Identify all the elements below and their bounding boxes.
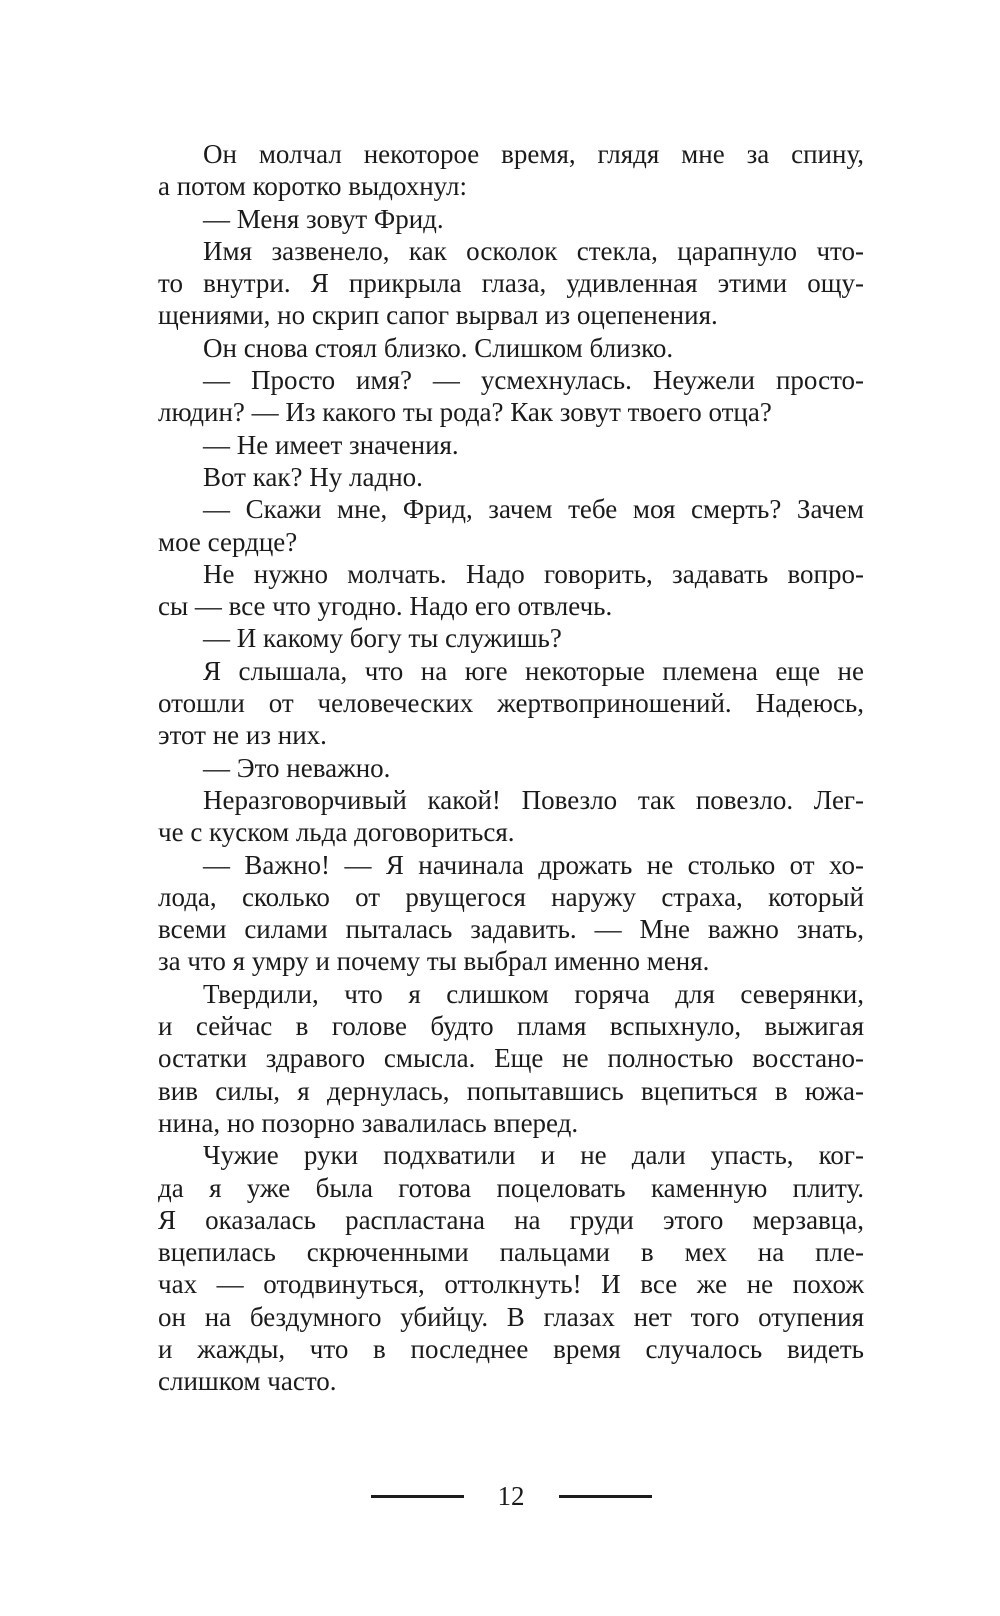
text-line: слишком часто.	[158, 1366, 337, 1397]
text-line: да я уже была готова поцеловать каменную плиту.	[158, 1172, 864, 1203]
text-line: Он снова стоял близко. Слишком близко.	[203, 332, 674, 363]
text-line: — Не имеет значения.	[203, 429, 459, 460]
text-line: че с куском льда договориться.	[158, 817, 515, 848]
text-line: — Важно! — Я начинала дрожать не столько от хо-	[203, 849, 864, 880]
text-line: Не нужно молчать. Надо говорить, задавать вопро-	[203, 558, 864, 589]
text-line: Вот как? Ну ладно.	[203, 461, 423, 492]
text-line: и жажды, что в последнее время случалось видеть	[158, 1333, 864, 1364]
text-line: щениями, но скрип сапог вырвал из оцепенения.	[158, 300, 718, 331]
text-line: нина, но позорно завалилась вперед.	[158, 1107, 579, 1138]
text-line: вив силы, я дернулась, попытавшись вцепиться в южа-	[158, 1075, 864, 1106]
footer-left-rule	[371, 1495, 464, 1498]
text-line: — Меня зовут Фрид.	[203, 203, 444, 234]
body-text	[158, 138, 864, 1398]
text-line: и сейчас в голове будто пламя вспыхнуло, выжигая	[158, 1011, 864, 1042]
text-line: — И какому богу ты служишь?	[203, 623, 562, 654]
text-line: мое сердце?	[158, 526, 298, 557]
text-line: Он молчал некоторое время, глядя мне за спину,	[203, 139, 864, 169]
text-line: за что я умру и почему ты выбрал именно меня.	[158, 946, 710, 977]
text-line: чах — отодвинуться, оттолкнуть! И все же не похож	[158, 1269, 864, 1300]
page-footer	[158, 1478, 864, 1514]
text-line: людин? — Из какого ты рода? Как зовут твоего отца?	[158, 397, 772, 428]
text-line: то внутри. Я прикрыла глаза, удивленная этими ощу-	[158, 268, 864, 299]
text-line: — Это неважно.	[203, 752, 391, 783]
footer-right-rule	[559, 1495, 652, 1498]
text-line: Чужие руки подхватили и не дали упасть, ког-	[203, 1140, 864, 1171]
text-line: всеми силами пыталась задавить. — Мне важно знать,	[158, 914, 864, 945]
text-line: отошли от человеческих жертвоприношений. Надеюсь,	[158, 688, 864, 719]
page-number: 12	[497, 1481, 525, 1511]
text-line: Неразговорчивый какой! Повезло так повезло. Лег-	[203, 784, 864, 815]
text-line: остатки здравого смысла. Еще не полностью восстано-	[158, 1043, 864, 1074]
text-line: Я слышала, что на юге некоторые племена еще не	[203, 655, 864, 686]
text-line: Я оказалась распластана на груди этого мерзавца,	[158, 1204, 864, 1235]
text-line: этот не из них.	[158, 720, 327, 751]
text-line: сы — все что угодно. Надо его отвлечь.	[158, 591, 613, 622]
text-line: Твердили, что я слишком горяча для северянки,	[203, 978, 864, 1009]
text-line: Имя зазвенело, как осколок стекла, царапнуло что-	[203, 235, 864, 266]
text-line: вцепилась скрюченными пальцами в мех на пле-	[158, 1237, 864, 1268]
text-line: лода, сколько от рвущегося наружу страха, который	[158, 881, 864, 912]
text-line: — Просто имя? — усмехнулась. Неужели просто-	[203, 365, 864, 396]
text-line: он на бездумного убийцу. В глазах нет того отупения	[158, 1301, 864, 1332]
text-line: — Скажи мне, Фрид, зачем тебе моя смерть? Зачем	[203, 494, 864, 525]
text-line: а потом коротко выдохнул:	[158, 171, 467, 202]
